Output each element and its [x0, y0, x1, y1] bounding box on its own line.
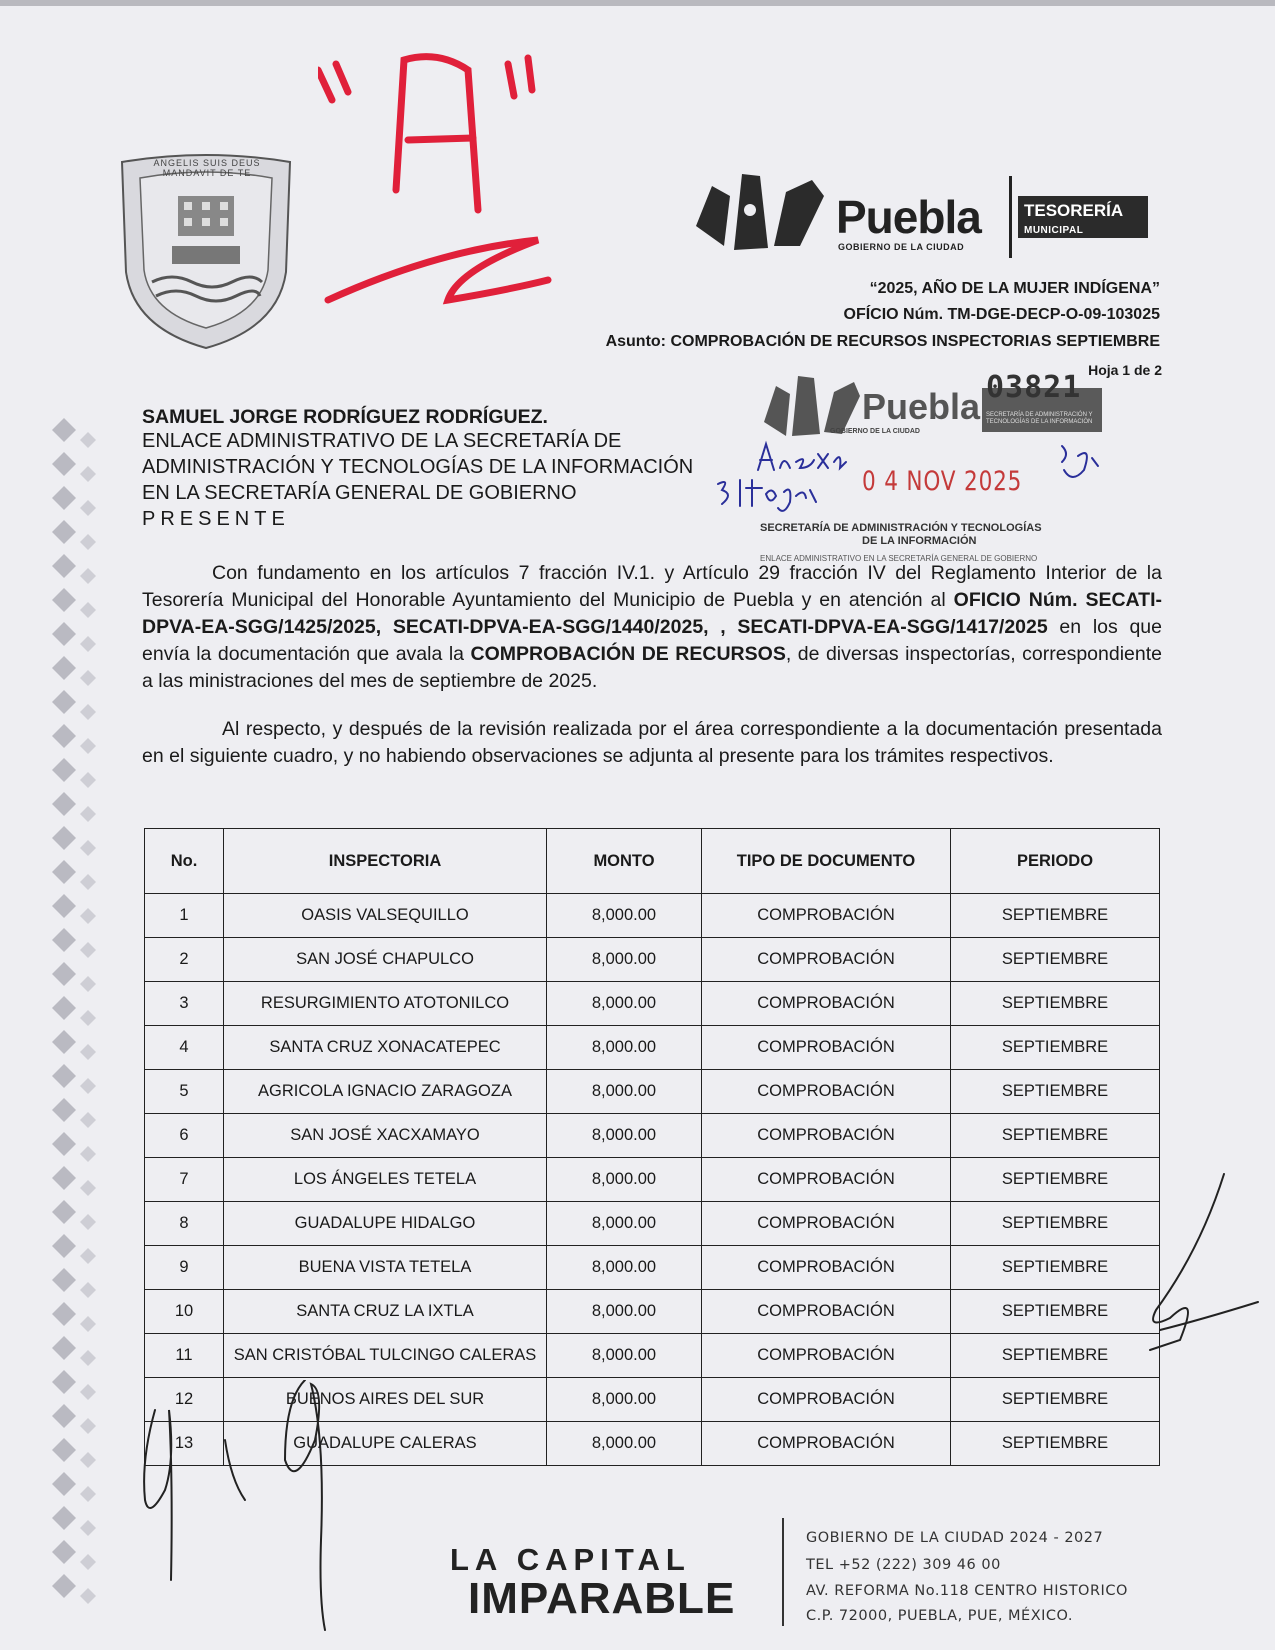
tesoreria-title: TESORERÍA [1024, 201, 1124, 220]
recipient-title-3: EN LA SECRETARÍA GENERAL DE GOBIERNO [142, 482, 577, 504]
cell-tipo: COMPROBACIÓN [702, 1334, 951, 1378]
body-paragraph-1 [142, 560, 1162, 695]
handwritten-note-text [720, 470, 727, 471]
p1-comprobacion: COMPROBACIÓN DE RECURSOS [470, 643, 786, 665]
year-motto: “2025, AÑO DE LA MUJER INDÍGENA” [869, 280, 1160, 297]
cell-inspectoria: GUADALUPE CALERAS [224, 1422, 547, 1466]
cell-no: 2 [145, 938, 224, 982]
footer-government: GOBIERNO DE LA CIUDAD 2024 - 2027 [806, 1530, 1104, 1546]
recipient-title-2: ADMINISTRACIÓN Y TECNOLOGÍAS DE LA INFORMACIÓN [142, 456, 694, 478]
table-header-row [145, 829, 1160, 894]
cell-no: 7 [145, 1158, 224, 1202]
cell-periodo: SEPTIEMBRE [951, 1290, 1160, 1334]
cell-periodo: SEPTIEMBRE [951, 1070, 1160, 1114]
cell-tipo: COMPROBACIÓN [702, 1378, 951, 1422]
cell-monto: 8,000.00 [547, 1026, 702, 1070]
page-edge [0, 0, 1275, 6]
side-pattern [46, 418, 106, 1628]
table-row [145, 982, 1160, 1026]
footer-phone: TEL +52 (222) 309 46 00 [806, 1557, 1001, 1573]
table-row [145, 1246, 1160, 1290]
table-row [145, 1114, 1160, 1158]
asunto: Asunto: COMPROBACIÓN DE RECURSOS INSPECTORIAS SEPTIEMBRE [605, 333, 1160, 350]
col-header-monto: MONTO [547, 829, 702, 894]
cell-inspectoria: SAN JOSÉ CHAPULCO [224, 938, 547, 982]
cell-monto: 8,000.00 [547, 938, 702, 982]
stamp-box-text: SECRETARÍA DE ADMINISTRACIÓN Y TECNOLOGÍAS DE LA INFORMACIÓN [986, 412, 1093, 425]
cell-no: 12 [145, 1378, 224, 1422]
table-row [145, 1026, 1160, 1070]
footer-slogan-1-text: LA CAPITAL [450, 1542, 691, 1577]
table-row [145, 938, 1160, 982]
cell-inspectoria: RESURGIMIENTO ATOTONILCO [224, 982, 547, 1026]
cell-monto: 8,000.00 [547, 1070, 702, 1114]
cell-inspectoria: GUADALUPE HIDALGO [224, 1202, 547, 1246]
p1-text-c: en los que envía la documentación que avala la [142, 616, 1162, 665]
col-header-inspectoria: INSPECTORIA [224, 829, 547, 894]
cell-periodo: SEPTIEMBRE [951, 1378, 1160, 1422]
table-row [145, 1158, 1160, 1202]
col-header-tipo: TIPO DE DOCUMENTO [702, 829, 951, 894]
table-row [145, 1070, 1160, 1114]
cell-no: 4 [145, 1026, 224, 1070]
cell-monto: 8,000.00 [547, 894, 702, 938]
puebla-logo-sub: GOBIERNO DE LA CIUDAD [838, 242, 965, 252]
cell-monto: 8,000.00 [547, 1378, 702, 1422]
cell-no: 1 [145, 894, 224, 938]
page-counter: Hoja 1 de 2 [1088, 362, 1162, 378]
cell-no: 9 [145, 1246, 224, 1290]
oficio-number: OFÍCIO Núm. TM-DGE-DECP-O-09-103025 [843, 306, 1160, 323]
p1-text-a: Con fundamento en los artículos 7 fracción IV.1. y Artículo 29 fracción IV del Reglamento Interior de la Tesorería Municipal del Honorable Ayuntamiento del Municipio de Puebla y en atención al [142, 562, 1162, 611]
cell-tipo: COMPROBACIÓN [702, 894, 951, 938]
cell-monto: 8,000.00 [547, 1334, 702, 1378]
inspectorias-table [144, 828, 1160, 1466]
table-row [145, 894, 1160, 938]
cell-no: 6 [145, 1114, 224, 1158]
table-row [145, 1334, 1160, 1378]
cell-periodo: SEPTIEMBRE [951, 1246, 1160, 1290]
cell-no: 5 [145, 1070, 224, 1114]
col-header-no: No. [145, 829, 224, 894]
recipient-title-1: ENLACE ADMINISTRATIVO DE LA SECRETARÍA DE [142, 430, 622, 452]
cell-monto: 8,000.00 [547, 1202, 702, 1246]
cell-periodo: SEPTIEMBRE [951, 938, 1160, 982]
cell-periodo: SEPTIEMBRE [951, 1334, 1160, 1378]
footer-address: AV. REFORMA No.118 CENTRO HISTORICO [806, 1583, 1128, 1599]
cell-tipo: COMPROBACIÓN [702, 1202, 951, 1246]
footer-postal: C.P. 72000, PUEBLA, PUE, MÉXICO. [806, 1608, 1073, 1624]
cell-monto: 8,000.00 [547, 1246, 702, 1290]
cell-inspectoria: SANTA CRUZ LA IXTLA [224, 1290, 547, 1334]
body-paragraph-2: Al respecto, y después de la revisión realizada por el área correspondiente a la documentación presentada en el siguiente cuadro, y no habiendo observaciones se adjunta al presente para los trámites respectivos. [142, 718, 1162, 767]
cell-tipo: COMPROBACIÓN [702, 1422, 951, 1466]
recipient-presente: PRESENTE [142, 508, 290, 530]
signature-right [1140, 1170, 1260, 1370]
col-header-periodo: PERIODO [951, 829, 1160, 894]
cell-monto: 8,000.00 [547, 1114, 702, 1158]
cell-periodo: SEPTIEMBRE [951, 894, 1160, 938]
puebla-logo-word: Puebla [836, 191, 981, 243]
cell-monto: 8,000.00 [547, 1422, 702, 1466]
city-seal-emblem [112, 152, 300, 352]
cell-periodo: SEPTIEMBRE [951, 982, 1160, 1026]
footer-slogan-2: IMPARABLE [468, 1574, 736, 1623]
cell-inspectoria: SAN CRISTÓBAL TULCINGO CALERAS [224, 1334, 547, 1378]
cell-no: 11 [145, 1334, 224, 1378]
cell-no: 13 [145, 1422, 224, 1466]
cell-monto: 8,000.00 [547, 982, 702, 1026]
cell-tipo: COMPROBACIÓN [702, 982, 951, 1026]
stamp-dependency-3: ENLACE ADMINISTRATIVO EN LA SECRETARÍA GENERAL DE GOBIERNO [760, 554, 1038, 563]
cell-tipo: COMPROBACIÓN [702, 1246, 951, 1290]
cell-inspectoria: OASIS VALSEQUILLO [224, 894, 547, 938]
stamp-dependency-2: DE LA INFORMACIÓN [862, 535, 977, 547]
handwritten-annex-note [700, 440, 1140, 520]
logo-divider [1009, 176, 1012, 258]
footer-divider [782, 1518, 784, 1626]
cell-periodo: SEPTIEMBRE [951, 1202, 1160, 1246]
cell-tipo: COMPROBACIÓN [702, 1158, 951, 1202]
table-row [145, 1290, 1160, 1334]
cell-periodo: SEPTIEMBRE [951, 1026, 1160, 1070]
cell-tipo: COMPROBACIÓN [702, 1070, 951, 1114]
cell-periodo: SEPTIEMBRE [951, 1158, 1160, 1202]
cell-inspectoria: BUENOS AIRES DEL SUR [224, 1378, 547, 1422]
cell-no: 8 [145, 1202, 224, 1246]
folio-number: 03821 [986, 370, 1082, 405]
cell-periodo: SEPTIEMBRE [951, 1114, 1160, 1158]
stamp-logo-word: Puebla [862, 386, 981, 427]
cell-inspectoria: SAN JOSÉ XACXAMAYO [224, 1114, 547, 1158]
cell-no: 10 [145, 1290, 224, 1334]
cell-tipo: COMPROBACIÓN [702, 938, 951, 982]
cell-inspectoria: LOS ÁNGELES TETELA [224, 1158, 547, 1202]
cell-inspectoria: BUENA VISTA TETELA [224, 1246, 547, 1290]
red-mark-text [320, 40, 321, 41]
cell-inspectoria: AGRICOLA IGNACIO ZARAGOZA [224, 1070, 547, 1114]
cell-tipo: COMPROBACIÓN [702, 1114, 951, 1158]
cell-periodo: SEPTIEMBRE [951, 1422, 1160, 1466]
footer-slogan-1 [450, 1542, 691, 1578]
reception-date: 0 4 NOV 2025 [862, 466, 1023, 497]
recipient-name: SAMUEL JORGE RODRÍGUEZ RODRÍGUEZ. [142, 406, 548, 428]
table-row [145, 1202, 1160, 1246]
red-crayon-mark [318, 40, 588, 340]
p1-oficio-refs: OFICIO Núm. SECATI-DPVA-EA-SGG/1425/2025, SECATI-DPVA-EA-SGG/1440/2025, , SECATI-DPVA-EA-SGG/1417/2025 [142, 589, 1162, 638]
tesoreria-sub: MUNICIPAL [1024, 225, 1084, 236]
cell-monto: 8,000.00 [547, 1290, 702, 1334]
stamp-dependency-1: SECRETARÍA DE ADMINISTRACIÓN Y TECNOLOGÍAS [760, 522, 1042, 534]
cell-inspectoria: SANTA CRUZ XONACATEPEC [224, 1026, 547, 1070]
signature-bottom-left [135, 1380, 375, 1640]
cell-monto: 8,000.00 [547, 1158, 702, 1202]
cell-tipo: COMPROBACIÓN [702, 1290, 951, 1334]
seal-motto: ANGELIS SUIS DEUS MANDAVIT DE TE [153, 158, 261, 178]
cell-tipo: COMPROBACIÓN [702, 1026, 951, 1070]
stamp-logo-sub: GOBIERNO DE LA CIUDAD [830, 428, 920, 435]
cell-no: 3 [145, 982, 224, 1026]
p1-text-e: , de diversas inspectorías, correspondiente a las ministraciones del mes de septiembre de 2025. [142, 643, 1162, 692]
